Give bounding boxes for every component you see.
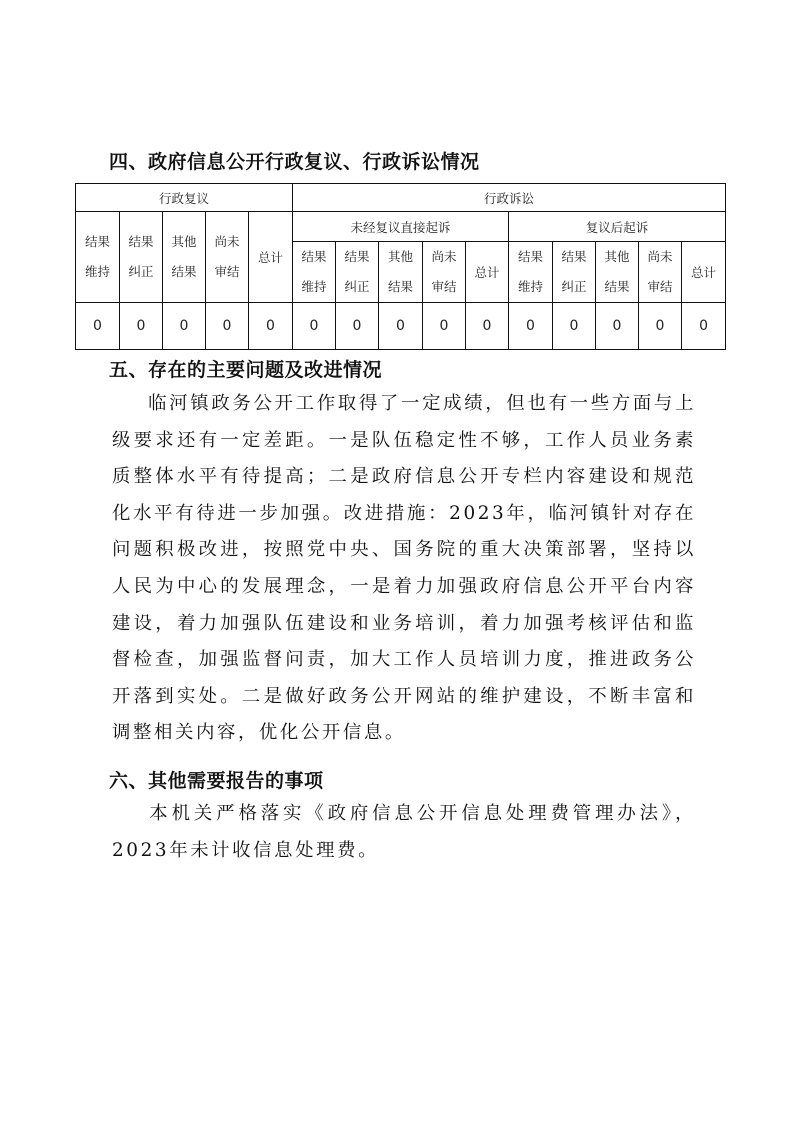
col-header: 其他 结果 [596, 242, 639, 303]
header-direct-litigation: 未经复议直接起诉 [293, 212, 509, 242]
table-cell-value: 0 [336, 303, 379, 350]
col-header: 结果 纠正 [120, 212, 163, 303]
table-cell-value: 0 [553, 303, 596, 350]
col-header: 结果 维持 [509, 242, 553, 303]
col-header: 尚未 审结 [423, 242, 466, 303]
table-cell-value: 0 [293, 303, 336, 350]
col-header: 结果 纠正 [336, 242, 379, 303]
header-litigation-after-reconsideration: 复议后起诉 [509, 212, 726, 242]
table-cell-value: 0 [163, 303, 206, 350]
table-cell-value: 0 [379, 303, 423, 350]
section-4-heading: 四、政府信息公开行政复议、行政诉讼情况 [109, 151, 480, 173]
col-header: 结果 维持 [76, 212, 120, 303]
table-cell-value: 0 [120, 303, 163, 350]
table-cell-value: 0 [639, 303, 682, 350]
header-administrative-reconsideration: 行政复议 [76, 184, 293, 212]
col-header-total: 总计 [682, 242, 726, 303]
col-header: 其他 结果 [379, 242, 423, 303]
header-administrative-litigation: 行政诉讼 [293, 184, 726, 212]
table-cell-value: 0 [76, 303, 120, 350]
table-cell-value: 0 [466, 303, 509, 350]
col-header: 结果 纠正 [553, 242, 596, 303]
table-cell-value: 0 [249, 303, 293, 350]
table-cell-value: 0 [682, 303, 726, 350]
section-5-paragraph [112, 386, 696, 752]
col-header-total: 总计 [466, 242, 509, 303]
table-cell-value: 0 [206, 303, 249, 350]
col-header-total: 总计 [249, 212, 293, 303]
table-cell-value: 0 [509, 303, 553, 350]
table-cell-value: 0 [423, 303, 466, 350]
col-header: 尚未 审结 [206, 212, 249, 303]
section-5-heading: 五、存在的主要问题及改进情况 [109, 359, 383, 381]
section-5-text: 临河镇政务公开工作取得了一定成绩，但也有一些方面与上级要求还有一定差距。一是队伍稳定性不够，工作人员业务素质整体水平有待提高；二是政府信息公开专栏内容建设和规范化水平有待进一步加强。改进措施：2023年，临河镇针对存在问题积极改进，按照党中央、国务院的重大决策部署，坚持以人民为中心的发展理念，一是着力加强政府信息公开平台内容建设，着力加强队伍建设和业务培训，着力加强考核评估和监督检查，加强监督问责，加大工作人员培训力度，推进政务公开落到实处。二是做好政务公开网站的维护建设，不断丰富和调整相关内容，优化公开信息。 [112, 393, 696, 744]
section-6-text: 本机关严格落实《政府信息公开信息处理费管理办法》，2023年未计收信息处理费。 [112, 803, 696, 861]
col-header: 结果 维持 [293, 242, 336, 303]
section-6-paragraph [112, 796, 696, 869]
col-header: 其他 结果 [163, 212, 206, 303]
col-header: 尚未 审结 [639, 242, 682, 303]
table-cell-value: 0 [596, 303, 639, 350]
reconsideration-litigation-table [75, 183, 726, 350]
section-6-heading: 六、其他需要报告的事项 [109, 770, 324, 792]
